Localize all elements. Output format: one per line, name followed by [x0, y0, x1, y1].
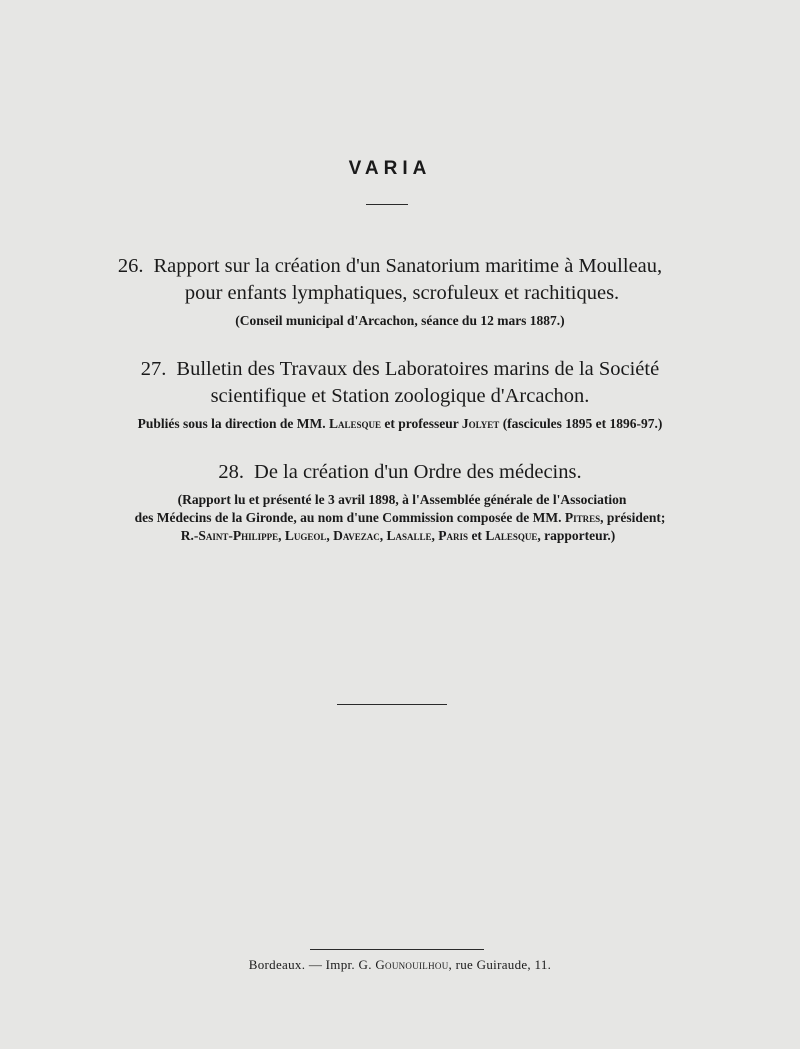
author-jolyet: Jolyet [461, 416, 500, 431]
entry-28-title-line1: 28. De la création d'un Ordre des médecins. [218, 461, 582, 483]
entry-26-note: (Conseil municipal d'Arcachon, séance du 12 mars 1887.) [235, 313, 565, 328]
entry-27-number: 27. [140, 358, 167, 380]
imprint-footer: Bordeaux. — Impr. G. Gounouilhou, rue Guiraude, 11. [248, 957, 552, 972]
entry-26-title-line2: pour enfants lymphatiques, scrofuleux et rachitiques. [184, 282, 620, 304]
heading-rule [366, 204, 408, 205]
entry-28-number: 28. [218, 461, 245, 483]
footer-rule [310, 949, 484, 950]
page-heading: VARIA [348, 158, 432, 179]
author-pitres: Pitres [564, 510, 601, 525]
entry-28-note-line2: des Médecins de la Gironde, au nom d'une Commission composée de MM. Pitres, président; [134, 510, 666, 525]
printer-name: Gounouilhou [375, 957, 449, 972]
entry-27-title-line1: 27. Bulletin des Travaux des Laboratoires marins de la Société [140, 358, 660, 380]
entry-28-note-line3: R.-Saint-Philippe, Lugeol, Davezac, Lasalle, Paris et Lalesque, rapporteur.) [180, 528, 616, 543]
entry-26-number: 26. [117, 255, 144, 277]
entry-28-note-line1: (Rapport lu et présenté le 3 avril 1898, à l'Assemblée générale de l'Association [177, 492, 627, 507]
entry-26-title-line1: 26. Rapport sur la création d'un Sanatorium maritime à Moulleau, [117, 255, 663, 277]
entry-27-title-line2: scientifique et Station zoologique d'Arcachon. [210, 385, 590, 407]
author-lalesque: Lalesque [328, 416, 381, 431]
section-end-rule [337, 704, 447, 705]
entry-27-note: Publiés sous la direction de MM. Lalesque et professeur Jolyet (fascicules 1895 et 1896-97.) [137, 416, 663, 431]
